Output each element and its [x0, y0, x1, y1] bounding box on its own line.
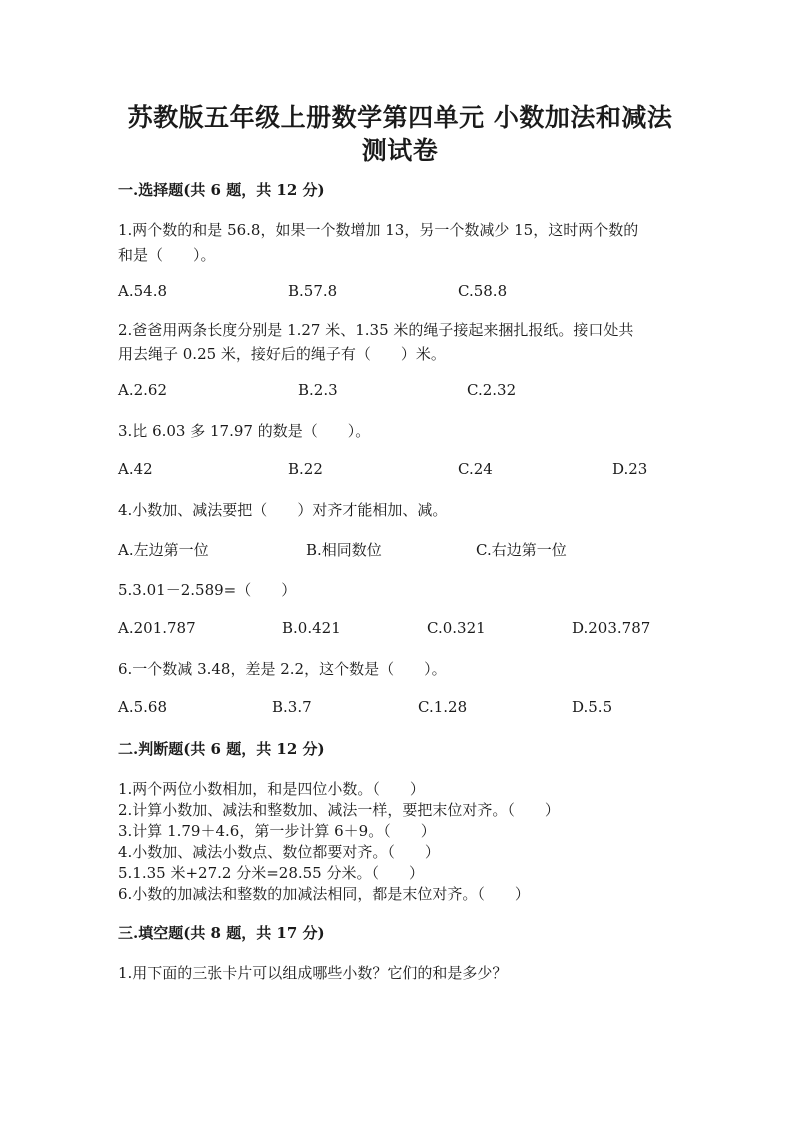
judgment-item: 4.小数加、减法小数点、数位都要对齐。（ ） — [118, 843, 440, 861]
judgment-item: 2.计算小数加、减法和整数加、减法一样，要把末位对齐。（ ） — [118, 801, 560, 819]
option-c: C.24 — [458, 460, 493, 478]
option-c: C.0.321 — [427, 619, 486, 637]
question-text: 6.一个数减 3.48，差是 2.2，这个数是（ ）。 — [118, 660, 447, 678]
option-a: A.42 — [118, 460, 153, 478]
option-a: A.左边第一位 — [118, 541, 209, 559]
question-text: 用去绳子 0.25 米，接好后的绳子有（ ）米。 — [118, 345, 446, 363]
option-d: D.203.787 — [572, 619, 651, 637]
option-b: B.0.421 — [282, 619, 341, 637]
judgment-item: 1.两个两位小数相加，和是四位小数。（ ） — [118, 780, 425, 798]
page-title: 苏教版五年级上册数学第四单元 小数加法和减法 — [127, 103, 673, 132]
question-text: 4.小数加、减法要把（ ）对齐才能相加、减。 — [118, 501, 448, 519]
option-c: C.2.32 — [467, 381, 517, 399]
fill-in-item: 1.用下面的三张卡片可以组成哪些小数？它们的和是多少？ — [118, 964, 508, 982]
question-text: 1.两个数的和是 56.8，如果一个数增加 13，另一个数减少 15，这时两个数的 — [118, 221, 639, 239]
judgment-item: 6.小数的加减法和整数的加减法相同，都是末位对齐。（ ） — [118, 885, 530, 903]
option-a: A.2.62 — [118, 381, 167, 399]
question-text: 和是（ ）。 — [118, 246, 216, 264]
option-b: B.相同数位 — [306, 541, 382, 559]
option-b: B.3.7 — [272, 698, 312, 716]
option-a: A.54.8 — [118, 282, 167, 300]
judgment-item: 5.1.35 米+27.2 分米=28.55 分米。（ ） — [118, 864, 424, 882]
option-d: D.23 — [612, 460, 648, 478]
section-heading-judgment: 二.判断题(共 6 题，共 12 分) — [118, 740, 325, 758]
page-title-line2: 测试卷 — [361, 136, 439, 165]
option-c: C.右边第一位 — [476, 541, 567, 559]
option-d: D.5.5 — [572, 698, 613, 716]
question-text: 3.比 6.03 多 17.97 的数是（ ）。 — [118, 422, 371, 440]
section-heading-fill-in: 三.填空题(共 8 题，共 17 分) — [118, 924, 325, 942]
question-text: 5.3.01－2.589=（ ） — [118, 581, 297, 599]
option-b: B.57.8 — [288, 282, 338, 300]
question-text: 2.爸爸用两条长度分别是 1.27 米、1.35 米的绳子接起来捆扎报纸。接口处共 — [118, 321, 634, 339]
judgment-item: 3.计算 1.79＋4.6，第一步计算 6＋9。（ ） — [118, 822, 436, 840]
option-b: B.2.3 — [298, 381, 338, 399]
option-a: A.201.787 — [118, 619, 196, 637]
section-heading-choice: 一.选择题(共 6 题，共 12 分) — [118, 181, 325, 199]
option-c: C.1.28 — [418, 698, 468, 716]
option-a: A.5.68 — [118, 698, 167, 716]
option-b: B.22 — [288, 460, 323, 478]
option-c: C.58.8 — [458, 282, 508, 300]
